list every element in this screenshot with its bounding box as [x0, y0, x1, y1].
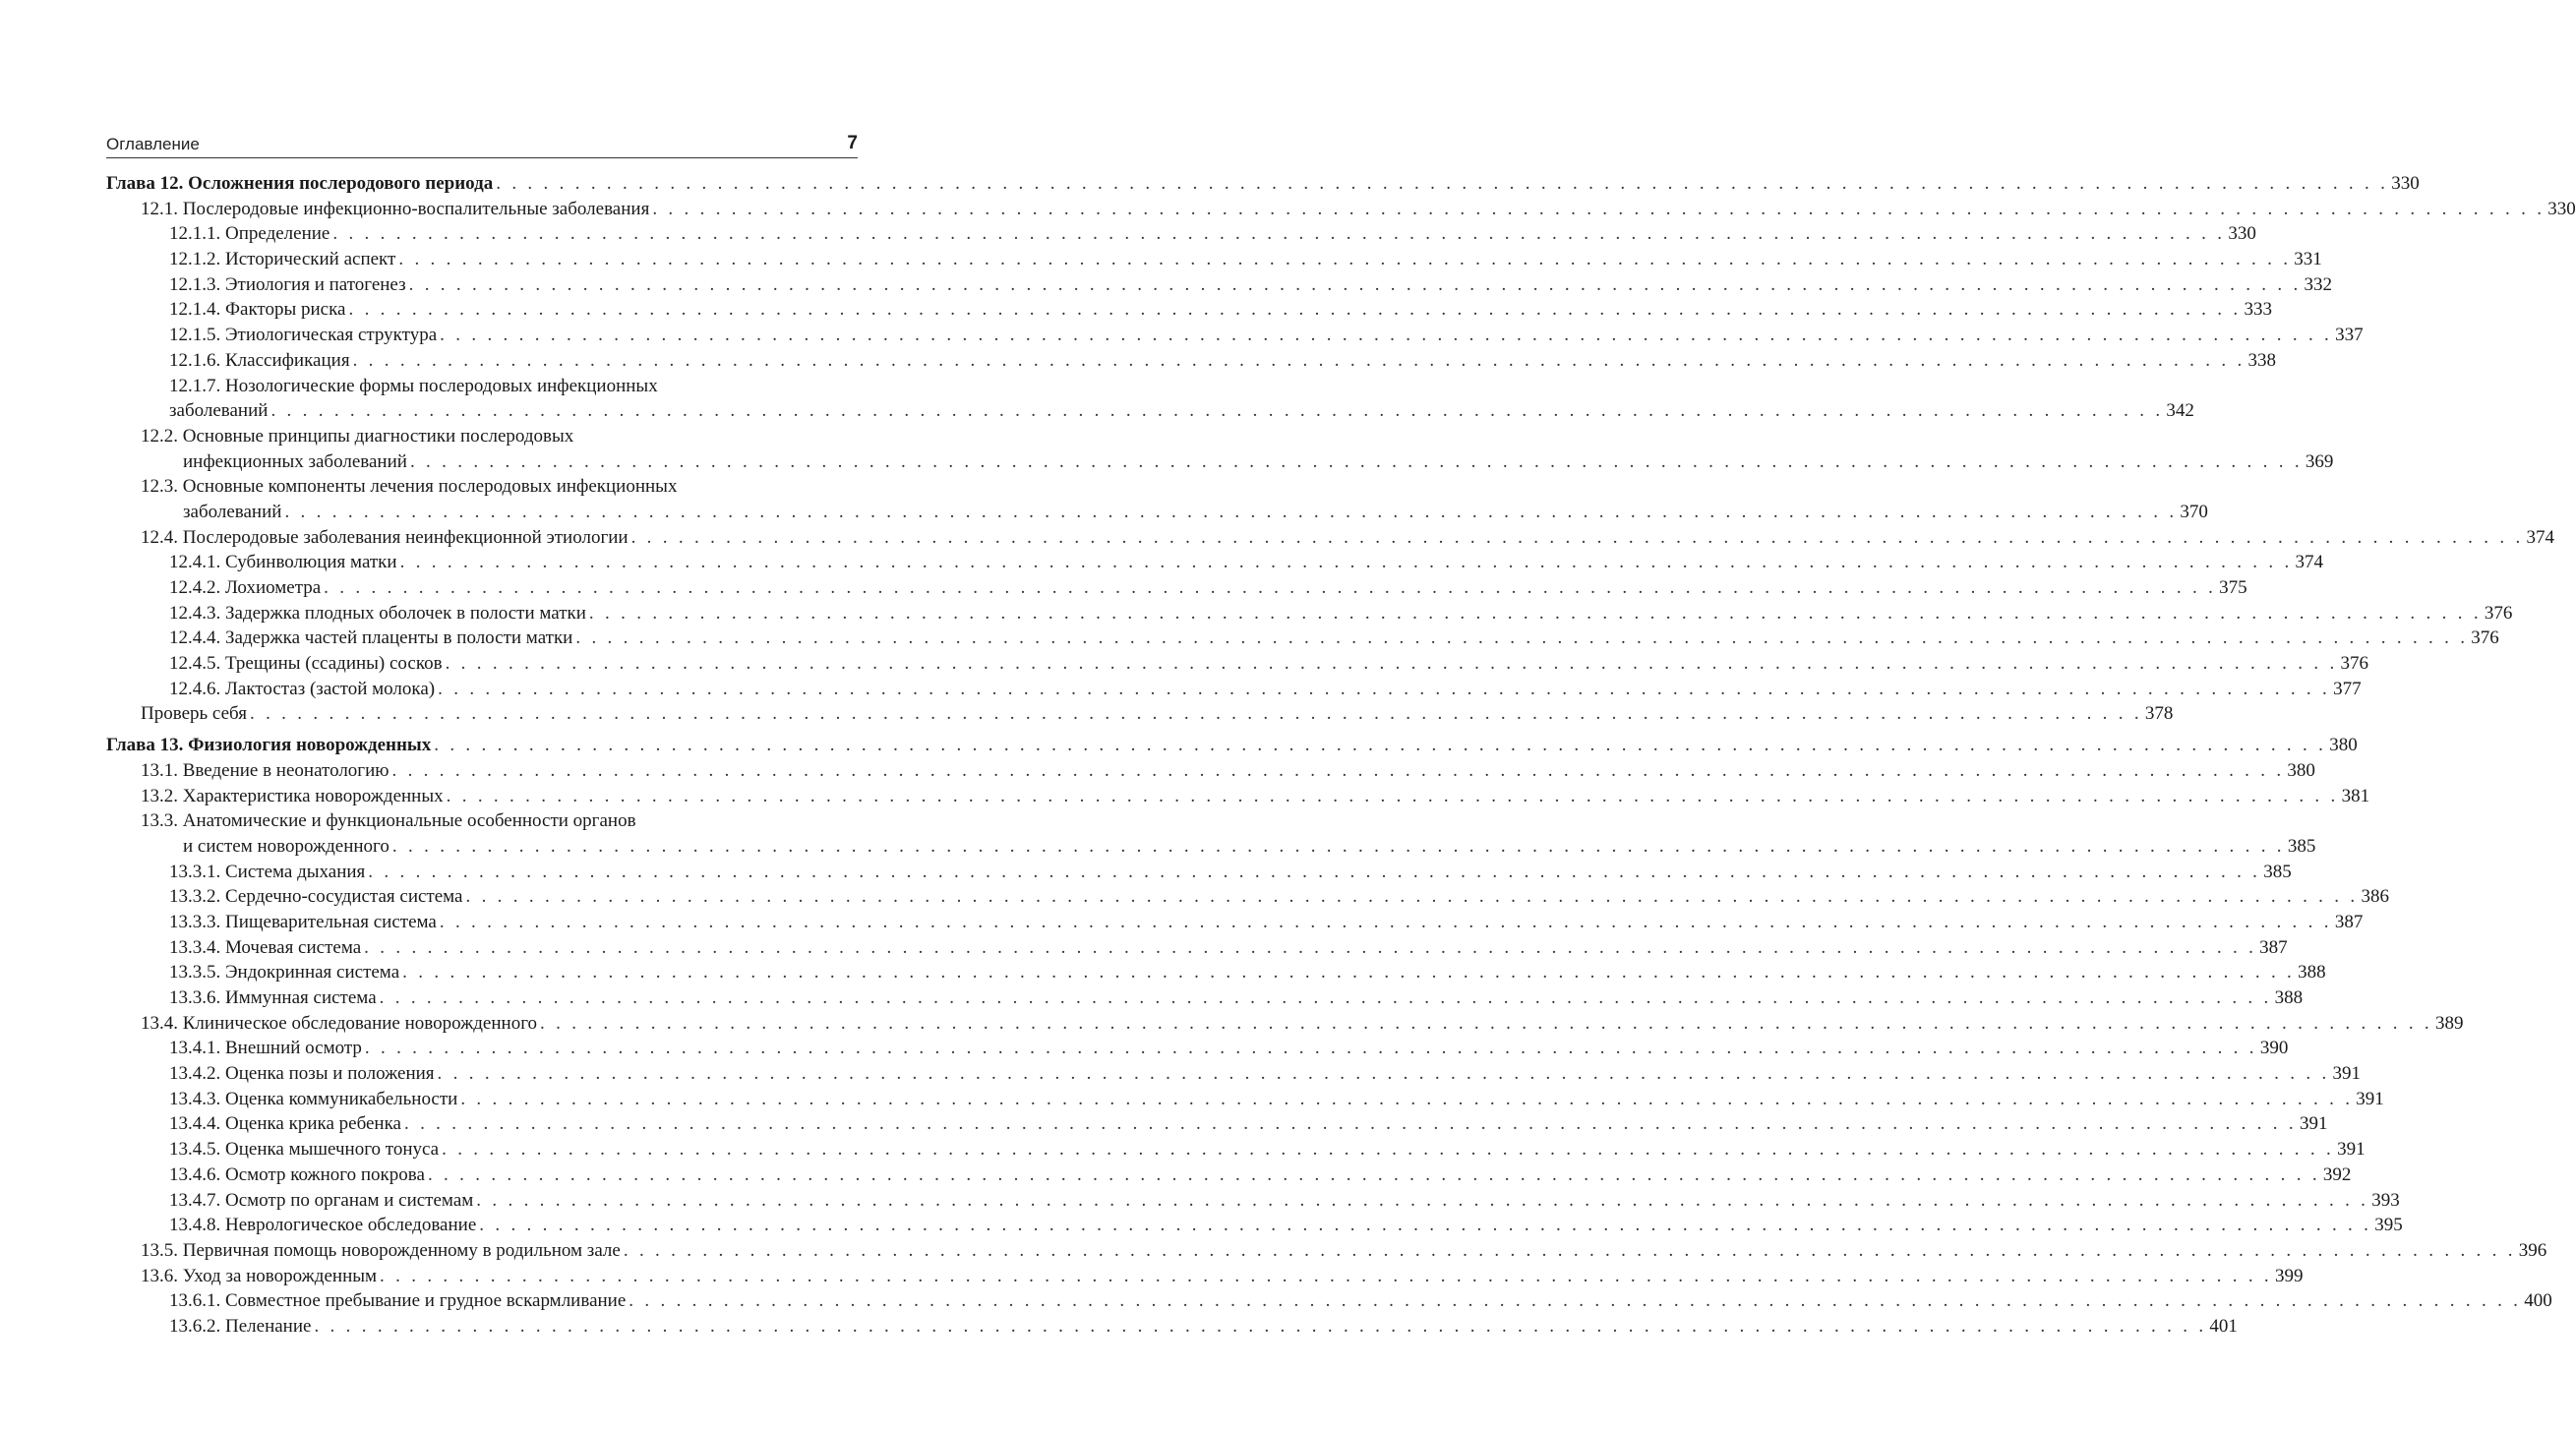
toc-entry-title: 13.4. Клиническое обследование новорожденного — [141, 1012, 538, 1034]
dot-leader: . . . . . . . . . . . . . . . . . . . . . . . . . . . . . . . . . . . . . . . . . . . . . . . . . . . . . . . . . . . . . . . . . . . . . . . . . . . . . . . . . . . . . . . . . . . . . . . . . . . . . . . . . . . . . . . . . . . . . . . . — [440, 325, 2333, 346]
toc-entry[interactable] — [106, 784, 2370, 809]
toc-line — [106, 733, 2358, 758]
toc-line — [106, 884, 2389, 910]
dot-leader: . . . . . . . . . . . . . . . . . . . . . . . . . . . . . . . . . . . . . . . . . . . . . . . . . . . . . . . . . . . . . . . . . . . . . . . . . . . . . . . . . . . . . . . . . . . . . . . . . . . . . . . . . . . . . . . . . . . . . . . . — [460, 1088, 2354, 1109]
toc-page-number: 377 — [2333, 678, 2362, 699]
toc-entry-title: 13.1. Введение в неонатологию — [141, 759, 389, 781]
dot-leader: . . . . . . . . . . . . . . . . . . . . . . . . . . . . . . . . . . . . . . . . . . . . . . . . . . . . . . . . . . . . . . . . . . . . . . . . . . . . . . . . . . . . . . . . . . . . . . . . . . . . . . . . . . . . . . . . . . . . . . . . — [348, 299, 2242, 321]
toc-entry-title: 12.3. Основные компоненты лечения послеродовых инфекционных — [141, 476, 678, 498]
toc-entry-title: 12.4.2. Лохиометра — [169, 577, 322, 598]
toc-entry-title: 13.3.6. Иммунная система — [169, 987, 377, 1008]
toc-line — [106, 550, 2324, 575]
dot-leader: . . . . . . . . . . . . . . . . . . . . . . . . . . . . . . . . . . . . . . . . . . . . . . . . . . . . . . . . . . . . . . . . . . . . . . . . . . . . . . . . . . . . . . . . . . . . . . . . . . . . . . . . . . . . . . . . . . . . . . . . — [629, 1290, 2522, 1312]
toc-line — [106, 960, 2326, 985]
toc-line — [106, 575, 2247, 601]
dot-leader: . . . . . . . . . . . . . . . . . . . . . . . . . . . . . . . . . . . . . . . . . . . . . . . . . . . . . . . . . . . . . . . . . . . . . . . . . . . . . . . . . . . . . . . . . . . . . . . . . . . . . . . . . . . . . . . . . . . . . . . . — [368, 861, 2261, 882]
toc-page-number: 374 — [2295, 552, 2324, 573]
toc-entry-title: 13.4.7. Осмотр по органам и системам — [169, 1189, 474, 1211]
toc-entry-title: Глава 13. Физиология новорожденных — [106, 735, 432, 756]
toc-line — [106, 701, 2174, 727]
toc-entry-title: 12.4.3. Задержка плодных оболочек в полости матки — [169, 602, 586, 624]
toc-line — [106, 985, 2304, 1011]
toc-entry[interactable] — [106, 960, 2326, 985]
toc-line — [106, 424, 858, 449]
toc-page-number: 380 — [2329, 735, 2358, 756]
toc-page-number: 396 — [2518, 1239, 2547, 1261]
toc-line-continuation — [106, 449, 2334, 475]
toc-page-number: 369 — [2305, 450, 2334, 472]
running-header — [106, 134, 858, 158]
toc-entry[interactable] — [106, 1036, 2289, 1061]
toc-line — [106, 651, 2369, 677]
dot-leader: . . . . . . . . . . . . . . . . . . . . . . . . . . . . . . . . . . . . . . . . . . . . . . . . . . . . . . . . . . . . . . . . . . . . . . . . . . . . . . . . . . . . . . . . . . . . . . . . . . . . . . . . . . . . . . . . . . . . . . . . — [379, 987, 2272, 1008]
toc-entry[interactable] — [106, 860, 2292, 885]
toc-line — [106, 1061, 2361, 1087]
toc-line — [106, 247, 2322, 272]
toc-line — [106, 171, 2420, 197]
dot-leader: . . . . . . . . . . . . . . . . . . . . . . . . . . . . . . . . . . . . . . . . . . . . . . . . . . . . . . . . . . . . . . . . . . . . . . . . . . . . . . . . . . . . . . . . . . . . . . . . . . . . . . . . . . . . . . . . . . . . . . . . — [399, 552, 2293, 573]
toc-page-number: 374 — [2526, 526, 2555, 548]
toc-entry[interactable] — [106, 272, 2333, 298]
toc-entry-title: 13.5. Первичная помощь новорожденному в родильном зале — [141, 1239, 621, 1261]
toc-entry[interactable] — [106, 935, 2288, 961]
toc-entry-title: 13.4.4. Оценка крика ребенка — [169, 1113, 401, 1135]
toc-page-number: 400 — [2524, 1290, 2552, 1312]
dot-leader: . . . . . . . . . . . . . . . . . . . . . . . . . . . . . . . . . . . . . . . . . . . . . . . . . . . . . . . . . . . . . . . . . . . . . . . . . . . . . . . . . . . . . . . . . . . . . . . . . . . . . . . . . . . . . . . . . . . . . . . . — [439, 911, 2332, 932]
toc-line — [106, 677, 2362, 702]
toc-page-number: 391 — [2337, 1139, 2366, 1161]
toc-page-number: 399 — [2274, 1265, 2304, 1286]
toc-entry[interactable] — [106, 297, 2272, 323]
dot-leader: . . . . . . . . . . . . . . . . . . . . . . . . . . . . . . . . . . . . . . . . . . . . . . . . . . . . . . . . . . . . . . . . . . . . . . . . . . . . . . . . . . . . . . . . . . . . . . . . . . . . . . . . . . . . . . . . . . . . . . . . — [409, 450, 2303, 472]
toc-entry-title: Проверь себя — [141, 703, 247, 725]
toc-page-number: 387 — [2259, 936, 2288, 958]
toc-line — [106, 1036, 2289, 1061]
toc-page-number: 376 — [2484, 602, 2513, 624]
toc-entry[interactable] — [106, 247, 2322, 272]
toc-entry-title: 12.1.6. Классификация — [169, 349, 350, 371]
toc-entry-title-continuation: заболеваний — [169, 400, 269, 422]
toc-line — [106, 1288, 2552, 1314]
toc-page-number: 385 — [2287, 835, 2316, 857]
toc-entry-title-continuation: заболеваний — [183, 501, 282, 522]
toc-line — [106, 626, 2499, 651]
toc-entry-title: 12.1.7. Нозологические формы послеродовых инфекционных — [169, 375, 658, 396]
toc-line — [106, 221, 2256, 247]
toc-page-number: 342 — [2166, 400, 2194, 422]
dot-leader: . . . . . . . . . . . . . . . . . . . . . . . . . . . . . . . . . . . . . . . . . . . . . . . . . . . . . . . . . . . . . . . . . . . . . . . . . . . . . . . . . . . . . . . . . . . . . . . . . . . . . . . . . . . . . . . . . . . . . . . . — [364, 936, 2257, 958]
toc-entry-title: 13.3. Анатомические и функциональные особенности органов — [141, 810, 636, 832]
toc-line — [106, 1137, 2366, 1163]
dot-leader: . . . . . . . . . . . . . . . . . . . . . . . . . . . . . . . . . . . . . . . . . . . . . . . . . . . . . . . . . . . . . . . . . . . . . . . . . . . . . . . . . . . . . . . . . . . . . . . . . . . . . . . . . . . . . . . . . . . . . . . . — [437, 1063, 2330, 1085]
toc-entry-title: 12.4.4. Задержка частей плаценты в полости матки — [169, 627, 573, 649]
toc-page-number: 376 — [2340, 653, 2369, 675]
toc-entry-title: 13.4.2. Оценка позы и положения — [169, 1063, 435, 1085]
dot-leader: . . . . . . . . . . . . . . . . . . . . . . . . . . . . . . . . . . . . . . . . . . . . . . . . . . . . . . . . . . . . . . . . . . . . . . . . . . . . . . . . . . . . . . . . . . . . . . . . . . . . . . . . . . . . . . . . . . . . . . . . — [652, 198, 2546, 219]
toc-entry[interactable] — [106, 910, 2364, 935]
dot-leader: . . . . . . . . . . . . . . . . . . . . . . . . . . . . . . . . . . . . . . . . . . . . . . . . . . . . . . . . . . . . . . . . . . . . . . . . . . . . . . . . . . . . . . . . . . . . . . . . . . . . . . . . . . . . . . . . . . . . . . . . — [442, 1139, 2335, 1161]
toc-line-continuation — [106, 398, 2194, 424]
toc-line — [106, 935, 2288, 961]
toc-entry[interactable] — [106, 1137, 2366, 1163]
toc-line — [106, 297, 2272, 323]
toc-entry[interactable] — [106, 374, 2194, 424]
toc-entry[interactable] — [106, 1238, 2547, 1264]
toc-page-number: 375 — [2219, 577, 2247, 598]
toc-page-number: 395 — [2374, 1215, 2403, 1236]
toc-entry-title: 13.4.5. Оценка мышечного тонуса — [169, 1139, 440, 1161]
toc-entry-title: 12.1.2. Исторический аспект — [169, 249, 396, 270]
toc-entry-title: 13.3.1. Система дыхания — [169, 861, 366, 882]
dot-leader: . . . . . . . . . . . . . . . . . . . . . . . . . . . . . . . . . . . . . . . . . . . . . . . . . . . . . . . . . . . . . . . . . . . . . . . . . . . . . . . . . . . . . . . . . . . . . . . . . . . . . . . . . . . . . . . . . . . . . . . . — [465, 886, 2359, 908]
dot-leader: . . . . . . . . . . . . . . . . . . . . . . . . . . . . . . . . . . . . . . . . . . . . . . . . . . . . . . . . . . . . . . . . . . . . . . . . . . . . . . . . . . . . . . . . . . . . . . . . . . . . . . . . . . . . . . . . . . . . . . . . — [540, 1012, 2432, 1034]
dot-leader: . . . . . . . . . . . . . . . . . . . . . . . . . . . . . . . . . . . . . . . . . . . . . . . . . . . . . . . . . . . . . . . . . . . . . . . . . . . . . . . . . . . . . . . . . . . . . . . . . . . . . . . . . . . . . . . . . . . . . . . . — [314, 1315, 2207, 1337]
dot-leader: . . . . . . . . . . . . . . . . . . . . . . . . . . . . . . . . . . . . . . . . . . . . . . . . . . . . . . . . . . . . . . . . . . . . . . . . . . . . . . . . . . . . . . . . . . . . . . . . . . . . . . . . . . . . . . . . . . . . . . . . — [446, 785, 2339, 806]
toc-line — [106, 601, 2513, 626]
toc-line — [106, 1213, 2403, 1238]
toc-line — [106, 784, 2370, 809]
toc-entry[interactable] — [106, 1314, 2238, 1340]
toc-entry-title: 13.3.3. Пищеварительная система — [169, 911, 437, 932]
toc-entry[interactable] — [106, 1011, 2464, 1037]
toc-page-number: 388 — [2298, 962, 2326, 984]
dot-leader: . . . . . . . . . . . . . . . . . . . . . . . . . . . . . . . . . . . . . . . . . . . . . . . . . . . . . . . . . . . . . . . . . . . . . . . . . . . . . . . . . . . . . . . . . . . . . . . . . . . . . . . . . . . . . . . . . . . . . . . . — [630, 526, 2524, 548]
dot-leader: . . . . . . . . . . . . . . . . . . . . . . . . . . . . . . . . . . . . . . . . . . . . . . . . . . . . . . . . . . . . . . . . . . . . . . . . . . . . . . . . . . . . . . . . . . . . . . . . . . . . . . . . . . . . . . . . . . . . . . . . — [438, 678, 2331, 699]
toc-line — [106, 910, 2364, 935]
toc-entry-title: 13.3.2. Сердечно-сосудистая система — [169, 886, 463, 908]
toc-entry-title: 12.4. Послеродовые заболевания неинфекционной этиологии — [141, 526, 629, 548]
toc-entry-title: 13.4.6. Осмотр кожного покрова — [169, 1163, 425, 1185]
dot-leader: . . . . . . . . . . . . . . . . . . . . . . . . . . . . . . . . . . . . . . . . . . . . . . . . . . . . . . . . . . . . . . . . . . . . . . . . . . . . . . . . . . . . . . . . . . . . . . . . . . . . . . . . . . . . . . . . . . . . . . . . — [623, 1239, 2516, 1261]
toc-entry[interactable] — [106, 575, 2247, 601]
dot-leader: . . . . . . . . . . . . . . . . . . . . . . . . . . . . . . . . . . . . . . . . . . . . . . . . . . . . . . . . . . . . . . . . . . . . . . . . . . . . . . . . . . . . . . . . . . . . . . . . . . . . . . . . . . . . . . . . . . . . . . . . — [332, 223, 2226, 245]
dot-leader: . . . . . . . . . . . . . . . . . . . . . . . . . . . . . . . . . . . . . . . . . . . . . . . . . . . . . . . . . . . . . . . . . . . . . . . . . . . . . . . . . . . . . . . . . . . . . . . . . . . . . . . . . . . . . . . . . . . . . . . . — [496, 173, 2389, 194]
toc-entry-title: 13.6. Уход за новорожденным — [141, 1265, 378, 1286]
toc-entry[interactable] — [106, 985, 2304, 1011]
toc-entry-title: 13.4.1. Внешний осмотр — [169, 1038, 362, 1059]
toc-entry[interactable] — [106, 197, 2576, 222]
running-header-title: Оглавление — [106, 135, 200, 153]
dot-leader: . . . . . . . . . . . . . . . . . . . . . . . . . . . . . . . . . . . . . . . . . . . . . . . . . . . . . . . . . . . . . . . . . . . . . . . . . . . . . . . . . . . . . . . . . . . . . . . . . . . . . . . . . . . . . . . . . . . . . . . . — [588, 602, 2482, 624]
toc-entry[interactable] — [106, 626, 2499, 651]
toc-entry[interactable] — [106, 550, 2324, 575]
dot-leader: . . . . . . . . . . . . . . . . . . . . . . . . . . . . . . . . . . . . . . . . . . . . . . . . . . . . . . . . . . . . . . . . . . . . . . . . . . . . . . . . . . . . . . . . . . . . . . . . . . . . . . . . . . . . . . . . . . . . . . . . — [284, 501, 2178, 522]
toc-entry[interactable] — [106, 1111, 2328, 1137]
toc-entry[interactable] — [106, 474, 2208, 524]
toc-entry[interactable] — [106, 323, 2364, 348]
dot-leader: . . . . . . . . . . . . . . . . . . . . . . . . . . . . . . . . . . . . . . . . . . . . . . . . . . . . . . . . . . . . . . . . . . . . . . . . . . . . . . . . . . . . . . . . . . . . . . . . . . . . . . . . . . . . . . . . . . . . . . . . — [380, 1265, 2272, 1286]
toc-entry-title: 13.3.4. Мочевая система — [169, 936, 362, 958]
toc-entry-title: 12.4.6. Лактостаз (застой молока) — [169, 678, 436, 699]
toc-page-number: 331 — [2294, 249, 2322, 270]
toc-entry-title: 13.4.8. Неврологическое обследование — [169, 1215, 477, 1236]
toc-line — [106, 1264, 2304, 1289]
toc-entry-title-continuation: и систем новорожденного — [183, 835, 389, 857]
toc-entry[interactable] — [106, 1213, 2403, 1238]
toc-line — [106, 474, 858, 500]
dot-leader: . . . . . . . . . . . . . . . . . . . . . . . . . . . . . . . . . . . . . . . . . . . . . . . . . . . . . . . . . . . . . . . . . . . . . . . . . . . . . . . . . . . . . . . . . . . . . . . . . . . . . . . . . . . . . . . . . . . . . . . . — [476, 1189, 2369, 1211]
toc-line — [106, 525, 2555, 551]
toc-entry[interactable] — [106, 1061, 2361, 1087]
toc-page-number: 386 — [2361, 886, 2389, 908]
toc-entry[interactable] — [106, 1264, 2304, 1289]
dot-leader: . . . . . . . . . . . . . . . . . . . . . . . . . . . . . . . . . . . . . . . . . . . . . . . . . . . . . . . . . . . . . . . . . . . . . . . . . . . . . . . . . . . . . . . . . . . . . . . . . . . . . . . . . . . . . . . . . . . . . . . . — [427, 1163, 2320, 1185]
toc-entry-title: 13.4.3. Оценка коммуникабельности — [169, 1088, 458, 1109]
toc-entry-title: 13.6.2. Пеленание — [169, 1315, 312, 1337]
toc-page-number: 380 — [2287, 759, 2315, 781]
toc-page-number: 393 — [2371, 1189, 2400, 1211]
toc-entry[interactable] — [106, 1188, 2400, 1214]
toc-page-number: 330 — [2228, 223, 2256, 245]
toc-chapter-entry[interactable] — [106, 733, 2358, 758]
toc-line — [106, 1238, 2547, 1264]
table-of-contents — [106, 171, 2576, 1340]
toc-entry[interactable] — [106, 221, 2256, 247]
toc-line — [106, 374, 858, 399]
toc-page-number: 338 — [2247, 349, 2277, 371]
toc-page-number: 337 — [2335, 325, 2364, 346]
toc-line — [106, 272, 2333, 298]
toc-page-number: 391 — [2332, 1063, 2361, 1085]
dot-leader: . . . . . . . . . . . . . . . . . . . . . . . . . . . . . . . . . . . . . . . . . . . . . . . . . . . . . . . . . . . . . . . . . . . . . . . . . . . . . . . . . . . . . . . . . . . . . . . . . . . . . . . . . . . . . . . . . . . . . . . . — [445, 653, 2338, 675]
toc-page-number: 389 — [2434, 1012, 2464, 1034]
toc-line — [106, 758, 2315, 784]
toc-line — [106, 197, 2576, 222]
toc-entry[interactable] — [106, 348, 2277, 374]
toc-entry-title: 12.1.4. Факторы риска — [169, 299, 346, 321]
dot-leader: . . . . . . . . . . . . . . . . . . . . . . . . . . . . . . . . . . . . . . . . . . . . . . . . . . . . . . . . . . . . . . . . . . . . . . . . . . . . . . . . . . . . . . . . . . . . . . . . . . . . . . . . . . . . . . . . . . . . . . . . — [270, 400, 2164, 422]
toc-chapter-entry[interactable] — [106, 171, 2420, 197]
toc-page-number: 378 — [2144, 703, 2174, 725]
dot-leader: . . . . . . . . . . . . . . . . . . . . . . . . . . . . . . . . . . . . . . . . . . . . . . . . . . . . . . . . . . . . . . . . . . . . . . . . . . . . . . . . . . . . . . . . . . . . . . . . . . . . . . . . . . . . . . . . . . . . . . . . — [391, 835, 2285, 857]
toc-line — [106, 808, 858, 834]
page-number: 7 — [847, 133, 858, 153]
toc-page-number: 333 — [2244, 299, 2272, 321]
toc-entry-title: 12.1.5. Этиологическая структура — [169, 325, 438, 346]
toc-line-continuation — [106, 500, 2208, 525]
toc-page-number: 392 — [2322, 1163, 2352, 1185]
toc-entry[interactable] — [106, 1288, 2552, 1314]
toc-line — [106, 1087, 2384, 1112]
dot-leader: . . . . . . . . . . . . . . . . . . . . . . . . . . . . . . . . . . . . . . . . . . . . . . . . . . . . . . . . . . . . . . . . . . . . . . . . . . . . . . . . . . . . . . . . . . . . . . . . . . . . . . . . . . . . . . . . . . . . . . . . — [249, 703, 2142, 725]
toc-entry[interactable] — [106, 701, 2174, 727]
dot-leader: . . . . . . . . . . . . . . . . . . . . . . . . . . . . . . . . . . . . . . . . . . . . . . . . . . . . . . . . . . . . . . . . . . . . . . . . . . . . . . . . . . . . . . . . . . . . . . . . . . . . . . . . . . . . . . . . . . . . . . . . — [408, 273, 2302, 295]
toc-page-number: 401 — [2209, 1315, 2238, 1337]
toc-page-number: 370 — [2180, 501, 2208, 522]
toc-line — [106, 348, 2277, 374]
toc-line — [106, 1111, 2328, 1137]
toc-entry[interactable] — [106, 1163, 2352, 1188]
dot-leader: . . . . . . . . . . . . . . . . . . . . . . . . . . . . . . . . . . . . . . . . . . . . . . . . . . . . . . . . . . . . . . . . . . . . . . . . . . . . . . . . . . . . . . . . . . . . . . . . . . . . . . . . . . . . . . . . . . . . . . . . — [403, 1113, 2297, 1135]
toc-page-number: 388 — [2274, 987, 2304, 1008]
toc-entry[interactable] — [106, 884, 2389, 910]
toc-page-number: 376 — [2471, 627, 2499, 649]
toc-entry-title: 12.1.3. Этиология и патогенез — [169, 273, 406, 295]
toc-line — [106, 1188, 2400, 1214]
toc-entry[interactable] — [106, 601, 2513, 626]
dot-leader: . . . . . . . . . . . . . . . . . . . . . . . . . . . . . . . . . . . . . . . . . . . . . . . . . . . . . . . . . . . . . . . . . . . . . . . . . . . . . . . . . . . . . . . . . . . . . . . . . . . . . . . . . . . . . . . . . . . . . . . . — [402, 962, 2296, 984]
toc-entry[interactable] — [106, 651, 2369, 677]
toc-entry[interactable] — [106, 677, 2362, 702]
toc-page-number: 385 — [2263, 861, 2292, 882]
toc-entry-title: Глава 12. Осложнения послеродового периода — [106, 173, 494, 194]
dot-leader: . . . . . . . . . . . . . . . . . . . . . . . . . . . . . . . . . . . . . . . . . . . . . . . . . . . . . . . . . . . . . . . . . . . . . . . . . . . . . . . . . . . . . . . . . . . . . . . . . . . . . . . . . . . . . . . . . . . . . . . . — [434, 735, 2327, 756]
dot-leader: . . . . . . . . . . . . . . . . . . . . . . . . . . . . . . . . . . . . . . . . . . . . . . . . . . . . . . . . . . . . . . . . . . . . . . . . . . . . . . . . . . . . . . . . . . . . . . . . . . . . . . . . . . . . . . . . . . . . . . . . — [324, 577, 2217, 598]
toc-entry-title-continuation: инфекционных заболеваний — [183, 450, 407, 472]
toc-entry-title: 12.2. Основные принципы диагностики послеродовых — [141, 425, 574, 447]
toc-entry[interactable] — [106, 525, 2555, 551]
toc-entry-title: 13.3.5. Эндокринная система — [169, 962, 400, 984]
toc-page-number: 330 — [2547, 198, 2576, 219]
toc-entry-title: 12.1. Послеродовые инфекционно-воспалительные заболевания — [141, 198, 650, 219]
toc-entry-title: 12.4.1. Субинволюция матки — [169, 552, 397, 573]
dot-leader: . . . . . . . . . . . . . . . . . . . . . . . . . . . . . . . . . . . . . . . . . . . . . . . . . . . . . . . . . . . . . . . . . . . . . . . . . . . . . . . . . . . . . . . . . . . . . . . . . . . . . . . . . . . . . . . . . . . . . . . . — [364, 1038, 2257, 1059]
toc-page-number: 381 — [2341, 785, 2370, 806]
toc-page-number: 330 — [2391, 173, 2420, 194]
toc-line — [106, 1163, 2352, 1188]
dot-leader: . . . . . . . . . . . . . . . . . . . . . . . . . . . . . . . . . . . . . . . . . . . . . . . . . . . . . . . . . . . . . . . . . . . . . . . . . . . . . . . . . . . . . . . . . . . . . . . . . . . . . . . . . . . . . . . . . . . . . . . . — [575, 627, 2469, 649]
toc-entry-title: 13.6.1. Совместное пребывание и грудное вскармливание — [169, 1290, 627, 1312]
toc-entry[interactable] — [106, 808, 2316, 859]
toc-line — [106, 323, 2364, 348]
toc-page-number: 391 — [2299, 1113, 2328, 1135]
toc-entry-title: 13.2. Характеристика новорожденных — [141, 785, 444, 806]
toc-line — [106, 1011, 2464, 1037]
toc-entry[interactable] — [106, 758, 2315, 784]
dot-leader: . . . . . . . . . . . . . . . . . . . . . . . . . . . . . . . . . . . . . . . . . . . . . . . . . . . . . . . . . . . . . . . . . . . . . . . . . . . . . . . . . . . . . . . . . . . . . . . . . . . . . . . . . . . . . . . . . . . . . . . . — [391, 759, 2285, 781]
toc-entry[interactable] — [106, 1087, 2384, 1112]
dot-leader: . . . . . . . . . . . . . . . . . . . . . . . . . . . . . . . . . . . . . . . . . . . . . . . . . . . . . . . . . . . . . . . . . . . . . . . . . . . . . . . . . . . . . . . . . . . . . . . . . . . . . . . . . . . . . . . . . . . . . . . . — [479, 1215, 2372, 1236]
toc-page-number: 387 — [2334, 911, 2364, 932]
toc-entry-title: 12.1.1. Определение — [169, 223, 330, 245]
dot-leader: . . . . . . . . . . . . . . . . . . . . . . . . . . . . . . . . . . . . . . . . . . . . . . . . . . . . . . . . . . . . . . . . . . . . . . . . . . . . . . . . . . . . . . . . . . . . . . . . . . . . . . . . . . . . . . . . . . . . . . . . — [352, 349, 2246, 371]
dot-leader: . . . . . . . . . . . . . . . . . . . . . . . . . . . . . . . . . . . . . . . . . . . . . . . . . . . . . . . . . . . . . . . . . . . . . . . . . . . . . . . . . . . . . . . . . . . . . . . . . . . . . . . . . . . . . . . . . . . . . . . . — [398, 249, 2292, 270]
toc-page-number: 391 — [2356, 1088, 2384, 1109]
toc-entry[interactable] — [106, 424, 2334, 474]
toc-line — [106, 1314, 2238, 1340]
toc-line — [106, 860, 2292, 885]
toc-page-number: 390 — [2259, 1038, 2289, 1059]
toc-page-number: 332 — [2304, 273, 2333, 295]
toc-entry-title: 12.4.5. Трещины (ссадины) сосков — [169, 653, 443, 675]
toc-line-continuation — [106, 834, 2316, 860]
